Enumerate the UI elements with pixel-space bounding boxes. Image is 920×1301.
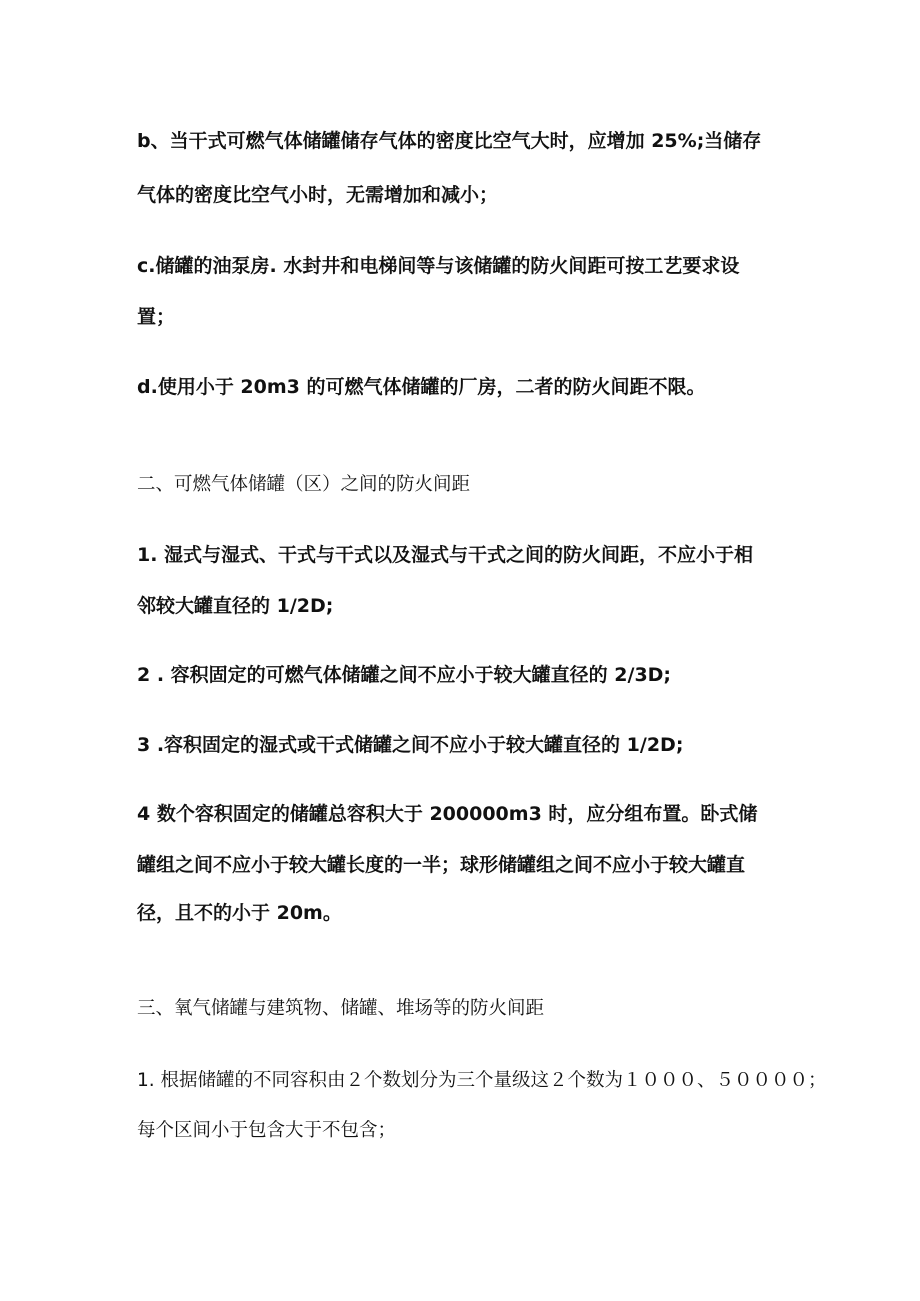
paragraph-b-line-1: b、当干式可燃气体储罐储存气体的密度比空气大时，应增加 25%;当储存: [137, 130, 762, 152]
section-heading-3: 三、氧气储罐与建筑物、储罐、堆场等的防火间距: [137, 998, 545, 1019]
paragraph-3: 3 .容积固定的湿式或干式储罐之间不应小于较大罐直径的 1/2D;: [137, 734, 684, 756]
paragraph-5-line-1: 1. 根据储罐的不同容积由２个数划分为三个量级这２个数为１０００、５００００；: [137, 1070, 827, 1091]
paragraph-b-line-2: 气体的密度比空气小时，无需增加和减小；: [137, 184, 499, 206]
paragraph-4-line-1: 4 数个容积固定的储罐总容积大于 200000m3 时，应分组布置。卧式储: [137, 803, 758, 825]
paragraph-1-line-1: 1. 湿式与湿式、干式与干式以及湿式与干式之间的防火间距，不应小于相: [137, 544, 754, 566]
paragraph-2: 2 . 容积固定的可燃气体储罐之间不应小于较大罐直径的 2/3D;: [137, 664, 672, 686]
paragraph-c-line-1: c.储罐的油泵房. 水封井和电梯间等与该储罐的防火间距可按工艺要求设: [137, 255, 740, 277]
section-heading-2: 二、可燃气体储罐（区）之间的防火间距: [137, 474, 471, 495]
paragraph-d: d.使用小于 20m3 的可燃气体储罐的厂房，二者的防火间距不限。: [137, 376, 706, 398]
paragraph-1-line-2: 邻较大罐直径的 1/2D;: [137, 595, 334, 617]
paragraph-5-line-2: 每个区间小于包含大于不包含；: [137, 1120, 397, 1141]
paragraph-c-line-2: 置；: [137, 306, 176, 328]
paragraph-4-line-2: 罐组之间不应小于较大罐长度的一半；球形储罐组之间不应小于较大罐直: [137, 854, 746, 876]
paragraph-4-line-3: 径，且不的小于 20m。: [137, 902, 342, 924]
